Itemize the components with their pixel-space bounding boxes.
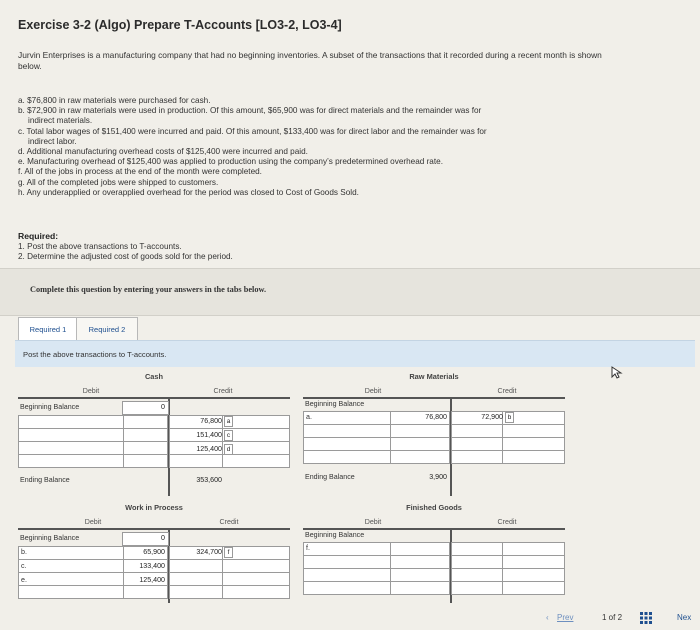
entry-cell[interactable] <box>124 586 168 599</box>
wip-debit-header: Debit <box>84 518 102 526</box>
transaction-list <box>18 96 638 198</box>
raw-credit-header: Credit <box>497 387 517 395</box>
fg-t-bar <box>303 528 565 530</box>
entry-cell[interactable] <box>503 582 565 595</box>
fg-debit-ref-f: f. <box>306 544 310 552</box>
entry-cell[interactable] <box>223 573 290 586</box>
fg-credit-rows <box>451 542 565 595</box>
raw-debit-header: Debit <box>364 387 382 395</box>
fg-credit-header: Credit <box>497 518 517 526</box>
entry-cell[interactable] <box>452 582 503 595</box>
required-heading: Required: <box>18 231 59 241</box>
wip-beginning-label: Beginning Balance <box>20 534 80 542</box>
entry-cell[interactable] <box>124 455 168 468</box>
entry-cell[interactable] <box>304 569 391 582</box>
raw-debit-amount: 76,800 <box>425 413 447 421</box>
wip-t-bar <box>18 528 290 530</box>
cash-title: Cash <box>144 372 164 381</box>
entry-cell[interactable] <box>170 560 223 573</box>
entry-cell[interactable] <box>503 425 565 438</box>
entry-cell[interactable] <box>170 586 223 599</box>
wip-title: Work in Process <box>125 503 183 512</box>
grid-icon[interactable] <box>640 612 652 624</box>
cash-ending-label: Ending Balance <box>20 476 70 484</box>
t-account-raw-materials <box>303 372 565 496</box>
required-item-1: 1. Post the above transactions to T-accounts. <box>18 242 182 251</box>
t-account-finished-goods <box>303 503 565 603</box>
tab-required-1[interactable]: Required 1 <box>18 317 78 343</box>
page-indicator: 1 of 2 <box>602 613 623 622</box>
entry-cell[interactable] <box>170 455 223 468</box>
raw-debit-ref-a: a. <box>306 413 312 421</box>
page-title: Exercise 3-2 (Algo) Prepare T-Accounts [LO3-2, LO3-4] <box>18 18 342 32</box>
entry-cell[interactable] <box>19 429 124 442</box>
entry-cell[interactable] <box>223 560 290 573</box>
entry-cell[interactable] <box>304 582 391 595</box>
cash-credit-c-ref[interactable]: c <box>224 430 233 441</box>
wip-debit-ref-b: b. <box>21 548 27 556</box>
wip-credit-ref[interactable]: f <box>224 547 233 558</box>
wip-debit-e: 125,400 <box>139 576 165 584</box>
entry-cell[interactable] <box>391 569 450 582</box>
entry-cell[interactable] <box>391 556 450 569</box>
cash-credit-a: 76,800 <box>200 417 222 425</box>
raw-ending-value: 3,900 <box>429 473 447 481</box>
transaction-e: e. Manufacturing overhead of $125,400 was applied to production using the company’s predetermined overhead rate. <box>18 157 443 167</box>
raw-t-bar <box>303 397 565 399</box>
entry-cell[interactable] <box>391 451 450 464</box>
transaction-c-cont: indirect labor. <box>28 136 77 146</box>
entry-cell[interactable] <box>391 425 450 438</box>
raw-materials-title: Raw Materials <box>409 372 459 381</box>
next-button[interactable]: Nex <box>677 613 692 622</box>
cash-credit-c: 151,400 <box>196 431 222 439</box>
entry-cell[interactable] <box>223 455 290 468</box>
entry-cell[interactable] <box>124 442 168 455</box>
entry-cell[interactable] <box>304 412 391 425</box>
entry-cell[interactable] <box>19 442 124 455</box>
entry-cell[interactable] <box>452 569 503 582</box>
entry-cell[interactable] <box>452 451 503 464</box>
entry-cell[interactable] <box>391 543 450 556</box>
transaction-b: b. $72,900 in raw materials were used in production. Of this amount, $65,900 was for direct materials and the remainder was for <box>18 106 482 116</box>
prev-button[interactable]: Prev <box>557 613 574 622</box>
wip-debit-b: 65,900 <box>143 548 165 556</box>
entry-cell[interactable] <box>391 438 450 451</box>
fg-beginning-label: Beginning Balance <box>305 531 365 539</box>
raw-credit-amount: 72,900 <box>481 413 503 421</box>
tab-required-2[interactable]: Required 2 <box>76 317 138 343</box>
cash-beginning-label: Beginning Balance <box>20 403 80 411</box>
entry-cell[interactable] <box>304 438 391 451</box>
entry-cell[interactable] <box>304 451 391 464</box>
raw-beginning-label: Beginning Balance <box>305 400 365 408</box>
entry-cell[interactable] <box>124 416 168 429</box>
transaction-c: c. Total labor wages of $151,400 were incurred and paid. Of this amount, $133,400 was for direct labor and the remainder was for <box>18 126 487 136</box>
required-item-2: 2. Determine the adjusted cost of goods sold for the period. <box>18 252 233 262</box>
entry-cell[interactable] <box>19 455 124 468</box>
entry-cell[interactable] <box>304 556 391 569</box>
tab-instruction: Post the above transactions to T-accounts. <box>23 350 167 359</box>
wip-debit-ref-c: c. <box>21 562 27 570</box>
raw-credit-ref[interactable]: b <box>505 412 514 423</box>
wip-credit-header: Credit <box>219 518 239 526</box>
entry-cell[interactable] <box>304 543 391 556</box>
t-account-cash <box>18 372 290 496</box>
cash-debit-rows <box>18 415 168 468</box>
cash-credit-header: Credit <box>213 387 233 395</box>
transaction-h: h. Any underapplied or overapplied overhead for the period was closed to Cost of Goods Sold. <box>18 187 359 197</box>
entry-cell[interactable] <box>391 582 450 595</box>
entry-cell[interactable] <box>304 425 391 438</box>
entry-cell[interactable] <box>223 586 290 599</box>
cash-credit-d-ref[interactable]: d <box>224 444 233 455</box>
entry-cell[interactable] <box>19 573 124 586</box>
cash-beginning-value: 0 <box>161 403 165 411</box>
finished-goods-title: Finished Goods <box>406 503 462 512</box>
cash-ending-value: 353,600 <box>196 476 222 484</box>
raw-ending-label: Ending Balance <box>305 473 355 481</box>
entry-cell[interactable] <box>124 429 168 442</box>
cash-t-bar <box>18 397 290 399</box>
required-list <box>18 242 233 262</box>
transaction-d: d. Additional manufacturing overhead costs of $125,400 were incurred and paid. <box>18 147 308 157</box>
entry-cell[interactable] <box>19 560 124 573</box>
entry-cell[interactable] <box>452 438 503 451</box>
entry-cell[interactable] <box>503 543 565 556</box>
entry-cell[interactable] <box>503 438 565 451</box>
entry-cell[interactable] <box>503 451 565 464</box>
cursor-icon <box>610 366 624 380</box>
fg-debit-header: Debit <box>364 518 382 526</box>
transaction-f: f. All of the jobs in process at the end of the month were completed. <box>18 167 262 177</box>
entry-cell[interactable] <box>452 556 503 569</box>
entry-cell[interactable] <box>170 573 223 586</box>
complete-instruction: Complete this question by entering your answers in the tabs below. <box>30 285 267 294</box>
problem-intro: Jurvin Enterprises is a manufacturing company that had no beginning inventories. A subset of the transactions that it recorded during a recent month is shown below. <box>18 50 602 71</box>
chevron-left-icon[interactable]: ‹ <box>546 613 549 622</box>
entry-cell[interactable] <box>452 425 503 438</box>
wip-debit-ref-e: e. <box>21 576 27 584</box>
cash-debit-header: Debit <box>82 387 100 395</box>
wip-beginning-value: 0 <box>161 534 165 542</box>
entry-cell[interactable] <box>19 547 124 560</box>
transaction-g: g. All of the completed jobs were shipped to customers. <box>18 177 219 187</box>
wip-debit-c: 133,400 <box>139 562 165 570</box>
entry-cell[interactable] <box>19 586 124 599</box>
cash-credit-d: 125,400 <box>196 445 222 453</box>
cash-credit-a-ref[interactable]: a <box>224 416 233 427</box>
entry-cell[interactable] <box>452 543 503 556</box>
wip-credit-amount: 324,700 <box>196 548 222 556</box>
fg-debit-rows <box>303 542 450 595</box>
entry-cell[interactable] <box>503 556 565 569</box>
entry-cell[interactable] <box>19 416 124 429</box>
t-account-work-in-process <box>18 503 290 603</box>
entry-cell[interactable] <box>503 569 565 582</box>
transaction-a: a. $76,800 in raw materials were purchased for cash. <box>18 96 211 105</box>
transaction-b-cont: indirect materials. <box>28 116 93 126</box>
